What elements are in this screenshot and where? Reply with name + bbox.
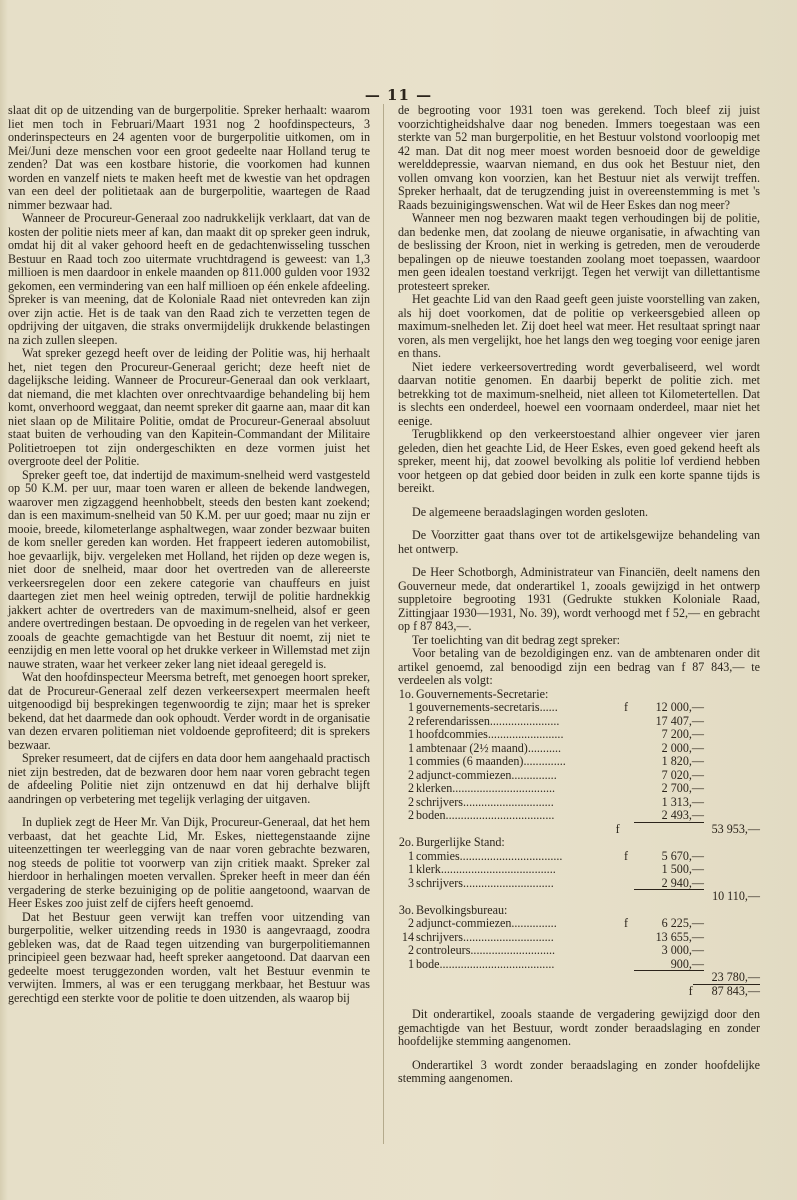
paragraph: Voor betaling van de bezoldigingen enz. van de ambtenaren onder dit artikel genoemd, zal benoodigd zijn een bedrag van f 87 843,— te verdeelen als volgt: [398, 646, 760, 687]
row-amount: 1 820,— [661, 754, 704, 768]
spacer [625, 971, 692, 985]
currency-sign [624, 931, 634, 945]
row-label: gouvernements-secretaris...... [416, 701, 558, 714]
row-label: bode...................................... [416, 957, 555, 971]
row-count: 1 [407, 848, 414, 863]
budget-row [398, 796, 760, 810]
currency-sign [624, 782, 634, 796]
spacer [398, 890, 415, 904]
paragraph: Wanneer men nog bezwaren maakt tegen verhoudingen bij de politie, dan bedenke men, dat zoolang de nieuwe organisatie, in afwachting van de beslissing der Kroon, niet in werking is getreden, men de verouderde bepalingen op de nieuwe toestanden zoolang moet toepassen, waardoor men geen idealen toestand verkrijgt. Tegen het verwijt van dillettantisme protesteert spreker. [398, 211, 760, 293]
row-amount: 5 670,— [661, 848, 704, 863]
budget-row [398, 728, 760, 742]
spacer [398, 823, 415, 837]
paragraph: Spreker resumeert, dat de cijfers en data door hem aangehaald practisch niet zijn bestreden, dat de bezwaren door hem naar voren gebracht tegen de afdeeling Politie niet zijn ontzenuwd en dat hij derhalve blijft aandringen op verbetering met tegelijk verlaging der uitgaven. [8, 751, 370, 806]
budget-subtotal [398, 823, 760, 837]
spacer [398, 971, 415, 985]
spacer [398, 985, 415, 999]
row-amount: 7 200,— [661, 727, 704, 741]
row-count: 1 [407, 754, 414, 768]
row-count: 3 [407, 875, 414, 890]
row-amount: 6 225,— [661, 916, 704, 930]
row-label: schrijvers.............................. [416, 930, 554, 944]
spacer [625, 890, 692, 904]
row-count: 2 [407, 794, 414, 809]
budget-row [398, 755, 760, 769]
row-label: controleurs............................ [416, 944, 556, 957]
currency-sign [616, 971, 626, 985]
row-label: boden.................................... [416, 809, 555, 822]
row-amount: 1 313,— [661, 794, 704, 809]
row-count: 1 [407, 956, 414, 971]
budget-row [398, 809, 760, 823]
spacer [616, 985, 626, 999]
row-amount: 3 000,— [661, 943, 704, 957]
row-amount: 2 493,— [634, 809, 704, 823]
paragraph: Terugblikkend op den verkeerstoestand alhier ongeveer vier jaren geleden, dien het geachte Lid, de Heer Eskes, even goed gekend heeft als spreker, meent hij, dat zoowel bevolking als politie lof verdiend hebben voor hetgeen op dat gebied door beiden in zulk een korte spanne tijds is bereikt. [398, 427, 760, 495]
paragraph: Dit onderartikel, zooals staande de vergadering gewijzigd door den gemachtigde van het Bestuur, wordt zonder beraadslaging en zonder hoofdelijke stemming aangenomen. [398, 1007, 760, 1048]
row-count: 2 [407, 808, 414, 822]
currency-sign [616, 890, 626, 904]
currency-sign [624, 863, 634, 877]
spacer [625, 823, 692, 837]
subtotal-amount: 23 780,— [693, 971, 760, 985]
row-label: klerken.................................. [416, 782, 556, 795]
section-title: Gouvernements-Secretarie: [416, 687, 549, 701]
total-amount: 87 843,— [711, 983, 760, 998]
paragraph: Wanneer de Procureur-Generaal zoo nadrukkelijk verklaart, dat van de kosten der politie niets meer af kan, dan maakt dit op spreker geen indruk, omdat hij dit al vaker gehoord heeft en de gedachtenwisseling tusschen Bestuur en Raad toch zoo uitermate vruchtdragend is geweest: van 1,3 millioen is men daardoor in enkele maanden op 811.000 gulden voor 1932 gekomen, een vermindering van een half millioen op één enkele afdeeling. Spreker is van meening, dat de Koloniale Raad niet ontevreden kan zijn over zijn actie. Het is de taak van den Raad zich te verzetten tegen de opdrijving der uitgaven, die straks onvermijdelijk drukkende belastingen na zich zullen sleepen. [8, 211, 370, 347]
currency-sign [624, 755, 634, 769]
row-amount: 1 500,— [661, 862, 704, 876]
budget-row [398, 742, 760, 756]
row-label: schrijvers.............................. [416, 795, 554, 809]
budget-total [398, 985, 760, 999]
row-count: 1 [407, 727, 414, 741]
row-amount: 7 020,— [661, 767, 704, 782]
currency-sign [624, 958, 634, 972]
budget-row [398, 850, 760, 864]
row-label: adjunct-commiezen............... [416, 917, 557, 930]
row-amount: 2 940,— [634, 877, 704, 891]
subtotal-amount: 10 110,— [712, 889, 760, 903]
currency-sign: f [624, 700, 629, 714]
budget-row [398, 769, 760, 783]
currency-sign [624, 728, 634, 742]
budget-subtotal [398, 890, 760, 904]
paragraph: Ter toelichting van dit bedrag zegt spreker: [412, 632, 621, 647]
row-count: 2 [407, 767, 414, 782]
paragraph: Spreker geeft toe, dat indertijd de maximum-snelheid werd vastgesteld op 50 K.M. per uur, maar toen waren er alleen de bekende landwegen, waarover men zigzaggend heenhobbelt, steeds den besten kant zoekend; dan is een maximum-snelheid van 50 K.M. per uur goed; maar nu zijn er mooie, breede, kilometerlange asphaltwegen, waar zonder bezwaar buiten de kom sneller gereden kan worden. Het frappeert iederen automobilist, hoe gevaarlijk, bijv. vergeleken met Holland, het rijden op deze wegen is, niet door de snelheid, maar door het overtreden van de allereerste verkeersregelen door een zekere categorie van chauffeurs en juist daartegen ziet men heel weinig optreden, terwijl de politie hardnekkig jakkert achter de overtreders van de maximum-snelheid, alsof er geen andere overtredingen bestaan. De opvoeding in de regelen van het verkeer, zooals de geachte gemachtigde van het Bestuur dit noemt, zij niet te eenzijdig en men lette vooral op het drukke verkeer in Willemstad met zijn nauwe straten, waar het verkeer zeker lang niet ideaal geregeld is. [8, 467, 370, 671]
paragraph: De Voorzitter gaat thans over tot de artikelsgewijze behandeling van het ontwerp. [398, 528, 760, 556]
row-amount: 2 000,— [661, 740, 704, 755]
paragraph: de begrooting voor 1931 toen was gerekend. Toch bleef zij juist voorzichtigheidshalve daar nog beneden. Immers toegestaan was een sterkte van 52 man burgerpolitie, en het Bestuur volstond voorloopig met 42 man. Dat dit nog meer moest worden besnoeid door de geweldige werelddepressie, waarvan niemand, en dus ook het Bestuur niet, den vollen omvang kon voorzien, kan het Bestuur niet als verwijt treffen. Spreker herhaalt, dat de terugzending juist in overeenstemming is met 's Raads bezuinigingswenschen. Wat wil de Heer Eskes dan nog meer? [398, 103, 760, 212]
budget-row [398, 917, 760, 931]
currency-sign [624, 877, 634, 891]
spacer [415, 823, 615, 837]
row-count: 2 [407, 943, 414, 957]
currency-sign: f [624, 848, 629, 863]
row-amount: 13 655,— [655, 929, 704, 944]
paragraph: In dupliek zegt de Heer Mr. Van Dijk, Procureur-Generaal, dat het hem verbaast, dat het geachte Lid, Mr. Eskes, niettegenstaande zijne uiteenzettingen ter weerlegging van de naar voren gebrachte bezwaren, nog steeds de politie tot voorwerp van zijn critiek maakt. Spreker zal hierdoor in herhalingen moeten vervallen. Spreker heeft in meer dan één vergadering de sterke bezuiniging op de politie aangetoond, waarvan de Heer Eskes zoo juist zelf de cijfers heeft genoemd. [8, 815, 370, 910]
spacer [415, 971, 615, 985]
spacer [415, 985, 615, 999]
row-label: klerk...................................... [416, 863, 556, 876]
budget-row [398, 715, 760, 729]
currency-sign [624, 742, 634, 756]
row-label: ambtenaar (2½ maand)........... [416, 741, 562, 755]
paragraph: De Heer Schotborgh, Administrateur van Financiën, deelt namens den Gouverneur mede, dat onderartikel 1, zooals gewijzigd in het ontwerp suppletoire begrooting 1931 (Gedrukte stukken Koloniale Raad, Zittingjaar 1930—1931, No. 39), wordt verhoogd met f 52,— en gebracht op f 87 843,—. [398, 565, 760, 633]
budget-row [398, 701, 760, 715]
budget-row [398, 944, 760, 958]
row-label: adjunct-commiezen............... [416, 768, 557, 782]
paragraph: Niet iedere verkeersovertreding wordt geverbaliseerd, wel wordt daarvan notitie genomen. En daarbij beperkt de politie zich. met betrekking tot de maximum-snelheid, niet alleen tot Kilometertellen. Dat is slechts een onderdeel, hoewel een voornaam onderdeel, maar niet het eenige. [398, 359, 760, 428]
currency-sign [624, 769, 634, 783]
left-column [8, 104, 370, 1005]
section-number: 3o. [398, 902, 414, 917]
budget-section-heading [398, 836, 760, 850]
budget-section-heading [398, 904, 760, 918]
section-title: Burgerlijke Stand: [416, 836, 505, 849]
paragraph: Wat spreker gezegd heeft over de leiding der Politie was, hij herhaalt het, niet tegen den Procureur-Generaal gericht; deze heeft niet de dagelijksche leiding. Wanneer de Procureur-Generaal dan ook verklaart, dat niemand, die met klachten over onrechtvaardige behandeling bij hem komt, onverhoord weggaat, dan neemt spreker dit gaarne aan, maar dit kan niet slaan op de Militaire Politie, omdat de Procureur-Generaal absoluut staat buiten de verhouding van den Kapitein-Commandant der Militaire Politietroepen tot zijn ondergeschikten en deze vormen juist het overgroote deel der Politie. [8, 346, 371, 468]
currency-sign: f [688, 983, 693, 998]
spacer [415, 890, 615, 904]
row-count: 1 [407, 700, 414, 714]
row-label: referendarissen....................... [416, 714, 560, 728]
row-count: 2 [407, 916, 414, 930]
column-divider [383, 104, 384, 1144]
subtotal-amount: 53 953,— [711, 821, 760, 836]
currency-sign: f [615, 821, 620, 836]
paragraph: Onderartikel 3 wordt zonder beraadslaging en zonder hoofdelijke stemming aangenomen. [398, 1057, 760, 1085]
row-amount: 17 407,— [655, 713, 704, 728]
row-amount: 2 700,— [661, 781, 704, 795]
row-amount: 12 000,— [655, 700, 704, 714]
budget-row [398, 782, 760, 796]
closing-notice: De algemeene beraadslagingen worden gesloten. [412, 504, 649, 519]
currency-sign [624, 796, 634, 810]
right-column [398, 104, 760, 1086]
section-title: Bevolkingsbureau: [416, 903, 508, 917]
paragraph: Dat het Bestuur geen verwijt kan treffen voor uitzending van burgerpolitie, welker uitzending reeds in 1930 is aangevraagd, zoodra gebleken was, dat de Raad tegen uitzending van burgerpolitiemannen principieel geen bezwaar had, heeft spreker aangetoond. Dat daarvan een gedeelte moest teruggezonden worden, valt het Bestuur evenmin te verwijten. Immers, al was er een teruggang merkbaar, het Bestuur was gerechtigd een sterkte voor de politie te doen uitzenden, als waarop bij [8, 909, 370, 1005]
budget-table [398, 688, 760, 999]
row-count: 2 [407, 713, 414, 728]
page-number: — 11 — [364, 86, 433, 104]
currency-sign [624, 944, 634, 958]
section-number: 1o. [398, 686, 414, 701]
row-label: commies.................................. [416, 849, 563, 863]
paragraph: Het geachte Lid van den Raad geeft geen juiste voorstelling van zaken, als hij doet voorkomen, dat de politie op verkeersgebied alleen op maximum-snelheden let. Zij doet heel wat meer. Het resultaat springt naar voren, als men vergelijkt, hoe het langs den weg toeging voor eenige jaren en thans. [398, 292, 760, 360]
budget-row [398, 863, 760, 877]
row-label: commies (6 maanden).............. [416, 755, 566, 768]
budget-row [398, 958, 760, 972]
paragraph: slaat dit op de uitzending van de burgerpolitie. Spreker herhaalt: waarom liet men toch in Februari/Maart 1931 nog 2 hoofdinspecteurs, 3 onderinspecteurs en 24 agenten voor de burgerpolitie uitkomen, om in Mei/Juni deze menschen voor een groot gedeelte naar Holland terug te zenden? Dat was een kostbare historie, die voorkomen had kunnen worden en vanzelf niets te maken heeft met de kwestie van het opdragen van een deel der politietaak aan de burgerpolitie, waartegen de Raad nimmer bezwaar had. [8, 103, 370, 212]
row-amount: 900,— [634, 958, 704, 972]
paragraph: Wat den hoofdinspecteur Meersma betreft, met genoegen hoort spreker, dat de Procureur-Generaal zelf dezen verkeersexpert meermalen heeft uitgenoodigd bij besprekingen tegenwoordig te zijn; maar het is spreker bekend, dat het daarmede dan ook ophoudt. Verder wordt in de organisatie van dezen ervaren politieman niet voldoende geprofiteerd; dit is sprekers bezwaar. [8, 670, 370, 752]
section-number: 2o. [398, 835, 414, 849]
budget-section-heading [398, 688, 760, 702]
budget-row [398, 931, 760, 945]
currency-sign [624, 809, 634, 823]
row-count: 2 [407, 781, 414, 795]
row-count: 1 [407, 740, 414, 755]
currency-sign [624, 715, 634, 729]
row-count: 14 [401, 929, 414, 944]
currency-sign: f [624, 916, 629, 930]
row-label: hoofdcommies......................... [416, 728, 564, 741]
budget-subtotal [398, 971, 760, 985]
row-label: schrijvers.............................. [416, 876, 554, 890]
row-count: 1 [407, 862, 414, 876]
budget-row [398, 877, 760, 891]
